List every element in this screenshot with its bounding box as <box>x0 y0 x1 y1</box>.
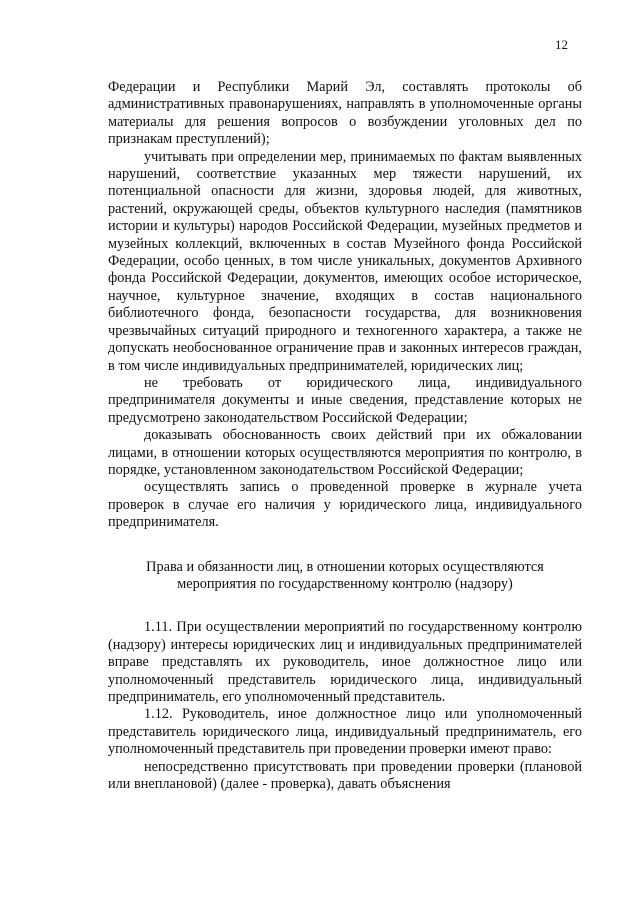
spacer <box>108 593 582 619</box>
paragraph-measures: учитывать при определении мер, принимаемых по фактам выявленных нарушений, соответствие указанных мер тяжести нарушений, их потенциальной опасности для жизни, здоровья людей, для животных, растений, окружающей среды, объектов культурного наследия (памятников истории и культуры) народов Российской Федерации, музейных предметов и музейных коллекций, включенных в состав Музейного фонда Российской Федерации, особо ценных, в том числе уникальных, документов Архивного фонда Российской Федерации, документов, имеющих особое историческое, научное, культурное значение, входящих в состав национального библиотечного фонда, безопасности государства, для возникновения чрезвычайных ситуаций природного и техногенного характера, а также не допускать необоснованное ограничение прав и законных интересов граждан, в том числе индивидуальных предпринимателей, юридических лиц; <box>108 148 582 374</box>
paragraph-no-documents: не требовать от юридического лица, индивидуального предпринимателя документы и иные сведения, представление которых не предусмотрено законодательством Российской Федерации; <box>108 374 582 426</box>
section-heading: Права и обязанности лиц, в отношении которых осуществляются мероприятия по государственному контролю (надзору) <box>146 558 544 592</box>
spacer <box>108 532 582 559</box>
page-number: 12 <box>555 37 568 52</box>
paragraph-justify-actions: доказывать обоснованность своих действий при их обжаловании лицами, в отношении которых осуществляются мероприятия по контролю, в порядке, установленном законодательством Российской Федерации; <box>108 427 582 478</box>
paragraph-1-12: 1.12. Руководитель, иное должностное лицо или уполномоченный представитель юридического лица, индивидуальный предприниматель, его уполномоченный представитель при проведении проверки имеют право: <box>108 706 582 758</box>
document-body <box>108 79 582 793</box>
paragraph-journal-record: осуществлять запись о проведенной проверке в журнале учета проверок в случае его наличия у юридического лица, индивидуального предпринимателя. <box>108 479 582 531</box>
paragraph-1-11: 1.11. При осуществлении мероприятий по государственному контролю (надзору) интересы юридических лиц и индивидуальных предпринимателей вправе представлять их руководитель, иное должностное лицо или уполномоченный представитель юридического лица, индивидуальный предприниматель, его уполномоченный представитель. <box>108 619 582 705</box>
paragraph-continuation: Федерации и Республики Марий Эл, составлять протоколы об административных правонарушениях, направлять в уполномоченные органы материалы для решения вопросов о возбуждении уголовных дел по признакам преступлений); <box>108 79 582 148</box>
paragraph-presence: непосредственно присутствовать при проведении проверки (плановой или внеплановой) (далее - проверка), давать объяснения <box>108 758 582 793</box>
